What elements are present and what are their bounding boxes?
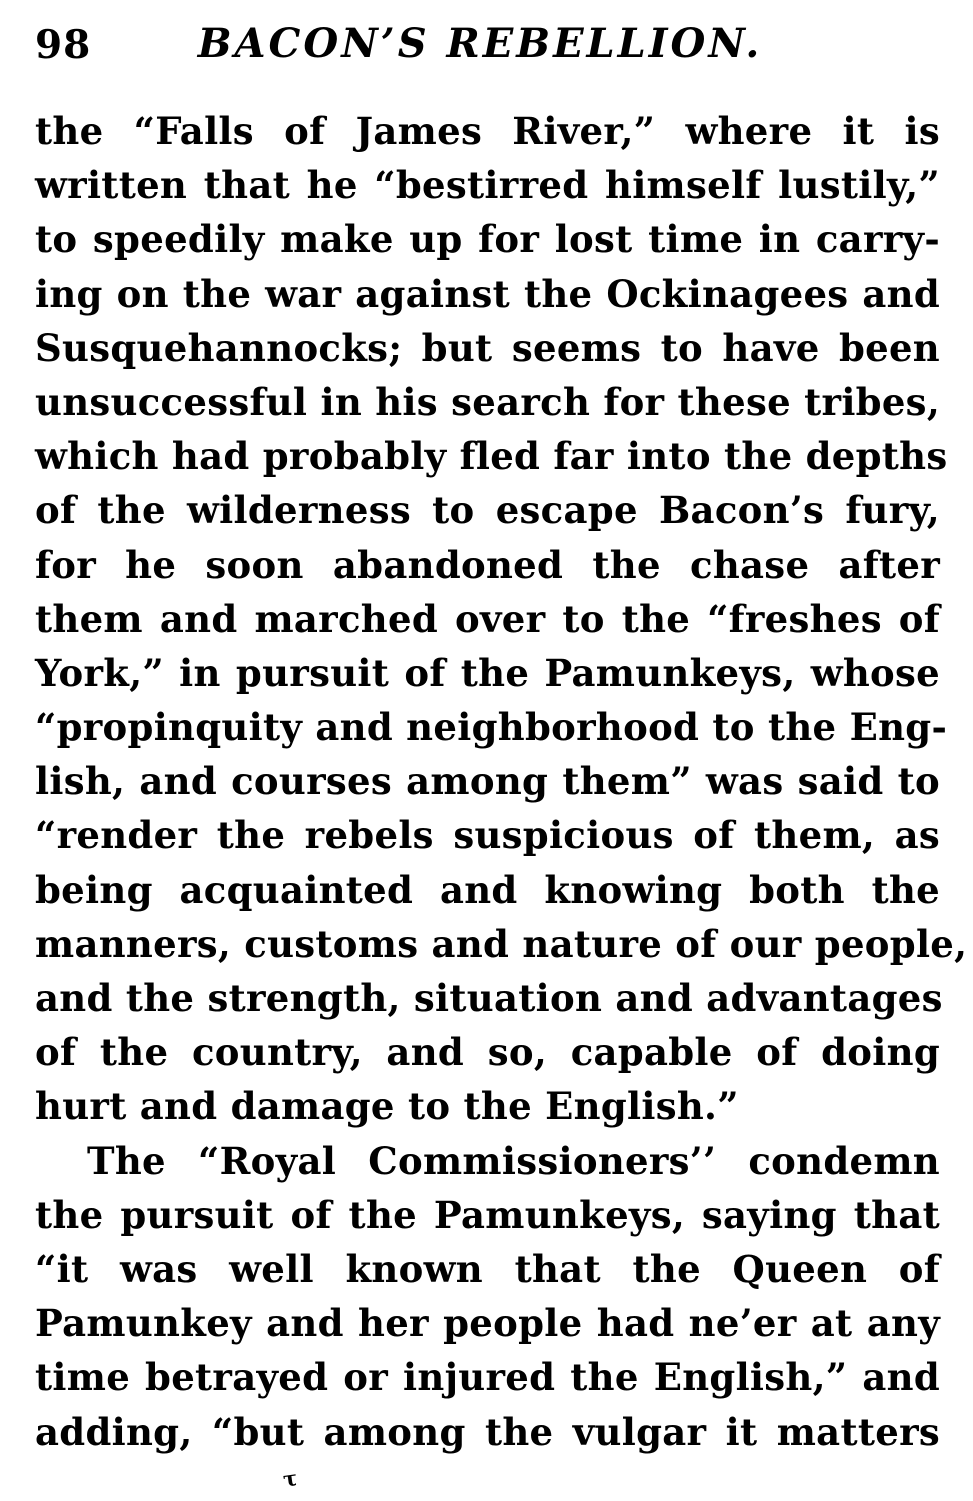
text-line: which had probably fled far into the depths (35, 434, 948, 479)
text-line: adding, “but among the vulgar it matters (35, 1409, 940, 1454)
text-line: of the country, and so, capable of doing (35, 1030, 940, 1075)
text-line: for he soon abandoned the chase after (35, 542, 940, 587)
text-line: lish, and courses among them” was said to (35, 759, 940, 804)
body-text (35, 104, 968, 1459)
page-header (35, 20, 935, 76)
text-line: to speedily make up for lost time in carry- (35, 217, 940, 262)
text-line: Pamunkey and her people had ne’er at any (35, 1301, 940, 1346)
text-line-paragraph-start: The “Royal Commissioners’’ condemn (87, 1138, 940, 1183)
text-line: them and marched over to the “freshes of (35, 596, 940, 641)
running-title: BACON’S REBELLION. (197, 20, 763, 67)
text-line: and the strength, situation and advantages (35, 976, 943, 1020)
text-line: of the wilderness to escape Bacon’s fury, (35, 488, 940, 533)
text-line: time betrayed or injured the English,” and (35, 1355, 940, 1400)
page-number: 98 (35, 22, 92, 68)
text-line: “it was well known that the Queen of (35, 1246, 940, 1291)
text-line: “propinquity and neighborhood to the Eng- (35, 705, 948, 750)
text-line: manners, customs and nature of our people, (35, 921, 968, 966)
text-line: written that he “bestirred himself lustily,” (35, 163, 940, 208)
text-line-paragraph-end: hurt and damage to the English.” (35, 1084, 739, 1129)
text-line: the “Falls of James River,” where it is (35, 109, 940, 153)
print-artifact-mark: τ (281, 1465, 299, 1492)
text-line: being acquainted and knowing both the (35, 867, 940, 912)
text-line: York,” in pursuit of the Pamunkeys, whose (35, 650, 940, 695)
text-line: Susquehannocks; but seems to have been (35, 325, 940, 370)
text-line: unsuccessful in his search for these tribes, (35, 379, 940, 424)
text-line: the pursuit of the Pamunkeys, saying that (35, 1192, 940, 1237)
text-line: ing on the war against the Ockinagees and (35, 271, 940, 316)
text-line: “render the rebels suspicious of them, as (35, 813, 940, 858)
